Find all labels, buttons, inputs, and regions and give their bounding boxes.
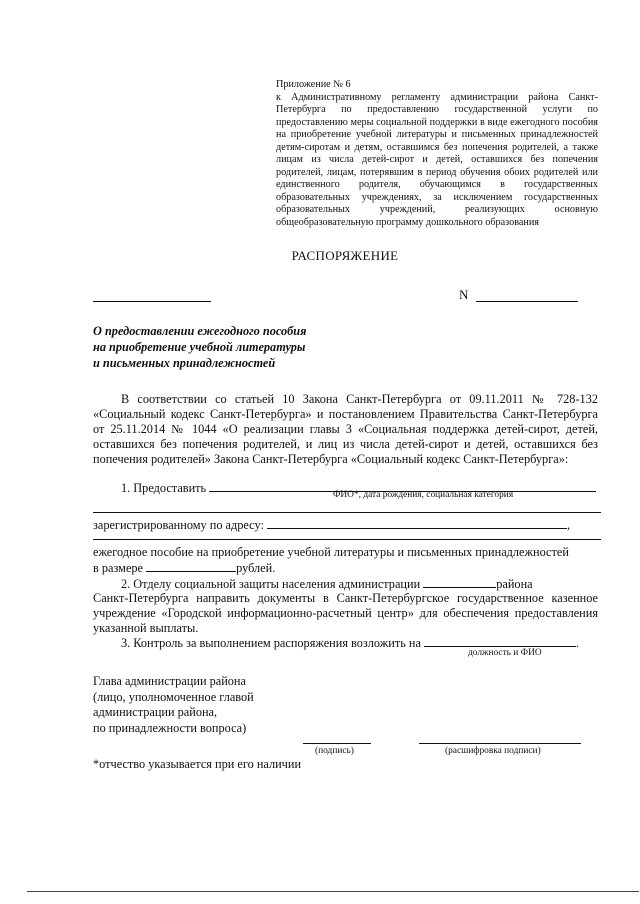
decode-line[interactable] bbox=[419, 743, 581, 744]
item2-district: района bbox=[496, 577, 533, 591]
signatory-line: Глава администрации района bbox=[93, 674, 246, 688]
item3-text: 3. Контроль за выполнением распоряжения возложить на bbox=[121, 636, 421, 650]
control-caption: должность и ФИО bbox=[468, 648, 542, 658]
date-line bbox=[93, 301, 211, 302]
signatory-title bbox=[93, 674, 323, 736]
amount-blank[interactable] bbox=[146, 560, 236, 572]
recipient-caption: ФИО*, дата рождения, социальная категория bbox=[333, 490, 514, 500]
signatory-line: (лицо, уполномоченное главой bbox=[93, 689, 254, 704]
signature-line[interactable] bbox=[303, 743, 371, 744]
appendix-header bbox=[276, 79, 598, 229]
address-comma: , bbox=[566, 518, 571, 532]
amount-suffix: рублей. bbox=[236, 561, 276, 575]
address-blank[interactable] bbox=[267, 517, 567, 529]
order-title: РАСПОРЯЖЕНИЕ bbox=[291, 248, 399, 263]
control-blank[interactable] bbox=[424, 635, 576, 647]
appendix-title: Приложение № 6 bbox=[276, 79, 351, 90]
bottom-rule bbox=[27, 891, 639, 892]
preamble: В соответствии со статьей 10 Закона Санкт-Петербурга от 09.11.2011 № 728-132 «Социальный кодекс Санкт-Петербурга» и постановлением Правительства Санкт-Петербурга от 25.11.2014 № 1044 «О реализации главы 3 «Социальная поддержка детей-сирот, детей, оставшихся без попечения родителей, и лиц из числа детей-сирот и детей, оставшихся без попечения родителей» Закона Санкт-Петербурга «Социальный кодекс Санкт-Петербурга»: bbox=[93, 392, 598, 466]
item3-end: . bbox=[576, 636, 580, 650]
footnote: *отчество указывается при его наличии bbox=[93, 757, 302, 771]
signatory-line: администрации района, bbox=[93, 705, 218, 719]
item1-label: 1. Предоставить bbox=[121, 481, 207, 495]
address-row bbox=[93, 517, 603, 533]
amount-row bbox=[93, 560, 598, 576]
signatory-line: по принадлежности вопроса) bbox=[93, 720, 247, 735]
address-line-2[interactable] bbox=[93, 539, 601, 540]
district-blank[interactable] bbox=[423, 576, 496, 588]
recipient-line-2[interactable] bbox=[93, 512, 601, 513]
item2-start: 2. Отделу социальной защиты населения администрации bbox=[121, 577, 421, 591]
address-label: зарегистрированному по адресу: bbox=[93, 518, 264, 532]
subject-line: и письменных принадлежностей bbox=[93, 356, 276, 370]
number-line bbox=[476, 301, 578, 302]
item2-rest: Санкт-Петербурга направить документы в Санкт-Петербургское государственное казенное учреждение «Городской информационно-расчетный центр» для обеспечения предоставления указанной выплаты. bbox=[93, 591, 598, 635]
item2-row bbox=[121, 576, 598, 592]
benefit-text: ежегодное пособие на приобретение учебной литературы и письменных принадлежностей bbox=[93, 545, 569, 559]
signature-caption: (подпись) bbox=[315, 746, 354, 756]
number-label: N bbox=[459, 287, 469, 302]
amount-prefix: в размере bbox=[93, 561, 144, 575]
decode-caption: (расшифровка подписи) bbox=[445, 746, 541, 756]
order-subject bbox=[93, 323, 413, 371]
subject-line: на приобретение учебной литературы bbox=[93, 340, 306, 354]
appendix-text: к Административному регламенту администрации района Санкт-Петербурга по предоставлению государственной услуги по предоставлению меры социальной поддержки в виде ежегодного пособия на приобретение учебной литературы и письменных принадлежностей детям-сиротам и детям, оставшимся без попечения родителей, а также лицам из числа детей-сирот и детей, оставшихся без попечения родителей, лицам, потерявшим в период обучения обоих родителей или единственного родителя, обучающимся в государственных образовательных учреждениях, за исключением государственных образовательных учреждений, реализующих основную общеобразовательную программу дошкольного образования bbox=[276, 91, 598, 228]
subject-line: О предоставлении ежегодного пособия bbox=[93, 324, 307, 338]
